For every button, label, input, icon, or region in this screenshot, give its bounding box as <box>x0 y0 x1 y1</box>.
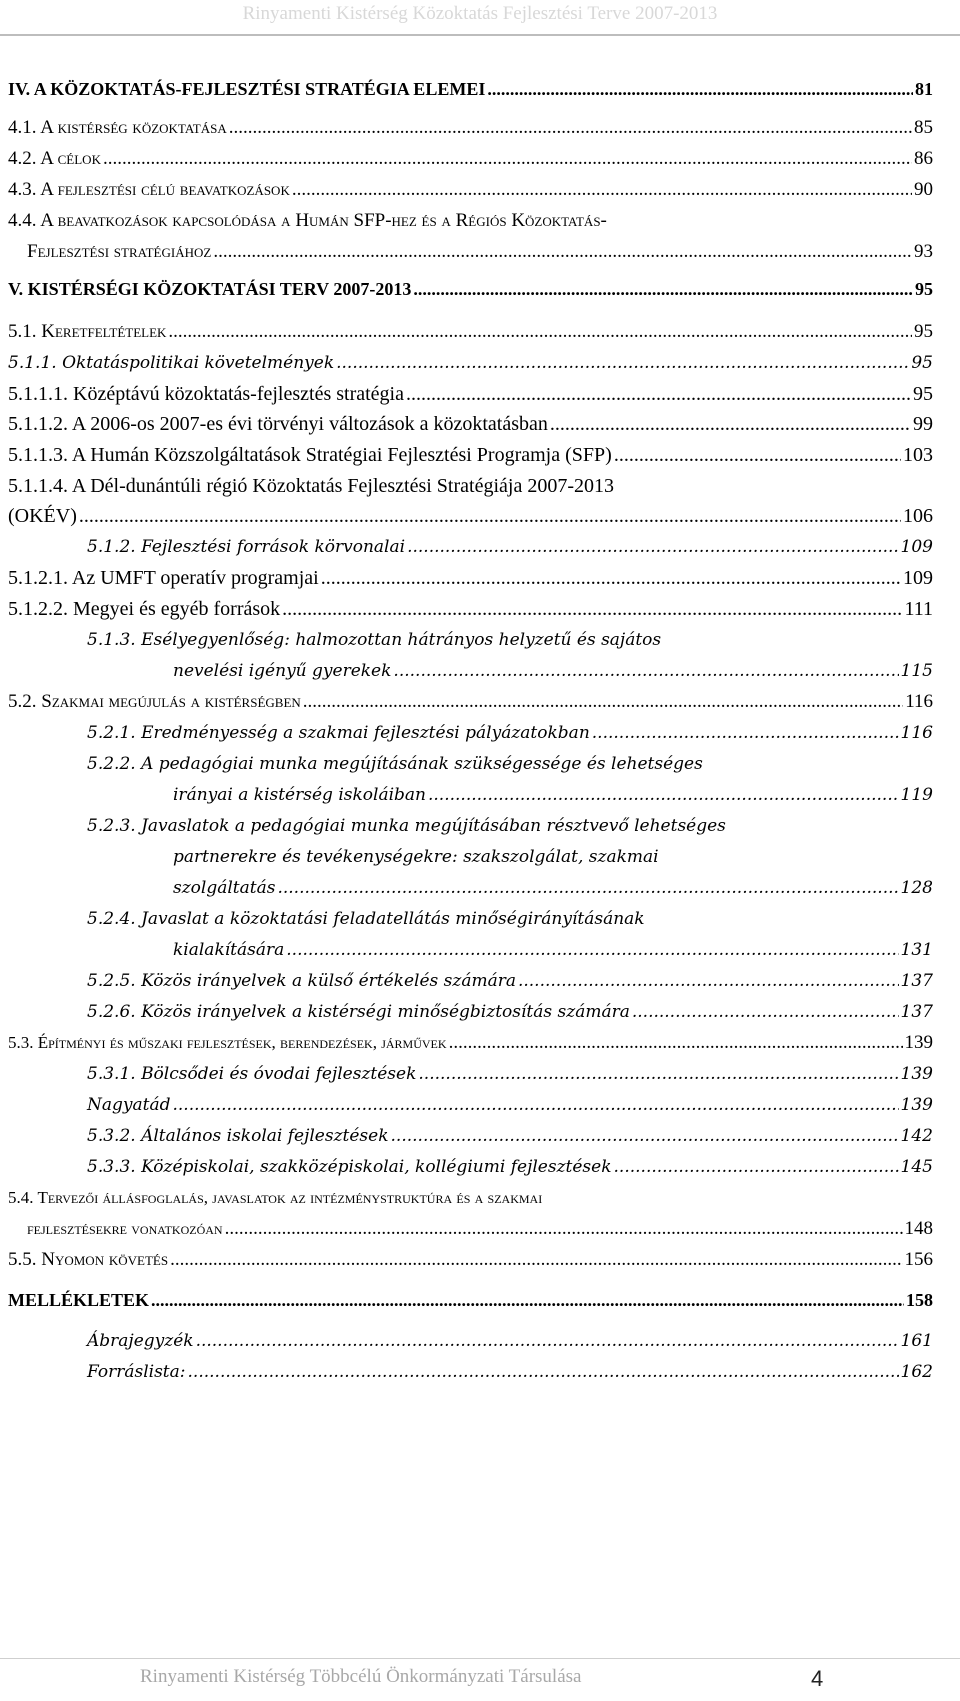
toc-entry-5-2-2[interactable]: 5.2.2. A pedagógiai munka megújításának szükségessége és lehetséges <box>87 754 703 774</box>
toc-entry-5-2-4-cont[interactable]: kialakítására ..... 131 <box>173 938 933 964</box>
toc-entry-5-2-2-cont[interactable]: irányai a kistérség iskoláiban ..... 119 <box>173 783 933 809</box>
toc-entry-5-5[interactable]: 5.5. Nyomon követés ..... 156 <box>8 1248 933 1274</box>
toc-entry-5-4[interactable]: 5.4. Tervezői állásfoglalás, javaslatok az intézménystruktúra és a szakmai <box>8 1188 543 1207</box>
toc-entry-5-2-3-cont1[interactable]: partnerekre és tevékenységekre: szakszolgálat, szakmai <box>173 847 659 867</box>
toc-entry-5-2-3[interactable]: 5.2.3. Javaslatok a pedagógiai munka megújításában résztvevő lehetséges <box>87 816 726 836</box>
toc-entry-5-4-cont[interactable]: fejlesztésekre vonatkozóan ..... 148 <box>27 1217 933 1243</box>
toc-entry-5-3-1[interactable]: 5.3.1. Bölcsődei és óvodai fejlesztések ..... 139 <box>87 1062 933 1088</box>
toc-entry-4-4[interactable]: 4.4. A beavatkozások kapcsolódása a Humán SFP-hez és a Régiós Közoktatás- <box>8 210 607 231</box>
toc-entry-5-1-1-4-cont[interactable]: (OKÉV) ..... 106 <box>8 504 933 530</box>
toc-entry-5-2-4[interactable]: 5.2.4. Javaslat a közoktatási feladatellátás minőségirányításának <box>87 909 645 929</box>
toc-entry-4-4-cont[interactable]: Fejlesztési stratégiához ..... 93 <box>27 240 933 266</box>
toc-entry-4-1[interactable]: 4.1. A kistérség közoktatása ..... 85 <box>8 116 933 142</box>
toc-entry-4-3[interactable]: 4.3. A fejlesztési célú beavatkozások ..... 90 <box>8 178 933 204</box>
toc-entry-5-2-1[interactable]: 5.2.1. Eredményesség a szakmai fejlesztési pályázatokban ..... 116 <box>87 721 933 747</box>
toc-entry-5-1-1-3[interactable]: 5.1.1.3. A Humán Közszolgáltatások Stratégiai Fejlesztési Programja (SFP) ..... 103 <box>8 443 933 469</box>
page-number: 4 <box>811 1666 824 1691</box>
toc-entry-5-1-1-2[interactable]: 5.1.1.2. A 2006-os 2007-es évi törvényi változások a közoktatásban ..... 99 <box>8 412 933 438</box>
toc-entry-4-2[interactable]: 4.2. A célok ..... 86 <box>8 147 933 173</box>
toc-entry-5-1-3[interactable]: 5.1.3. Esélyegyenlőség: halmozottan hátrányos helyzetű és sajátos <box>87 630 662 650</box>
toc-entry-forraslista[interactable]: Forráslista: ..... 162 <box>87 1360 933 1386</box>
toc-entry-5-1-3-cont[interactable]: nevelési igényű gyerekek ..... 115 <box>173 659 933 685</box>
toc-entry-5-1-2-2[interactable]: 5.1.2.2. Megyei és egyéb források ..... 111 <box>8 597 933 623</box>
toc-entry-5-1-2[interactable]: 5.1.2. Fejlesztési források körvonalai ..... 109 <box>87 535 933 561</box>
toc-entry-5-3[interactable]: 5.3. Építményi és műszaki fejlesztések, berendezések, járművek ..... 139 <box>8 1031 933 1057</box>
footer-rule <box>0 1658 960 1659</box>
page-footer <box>140 1664 940 1694</box>
toc-entry-5-2[interactable]: 5.2. Szakmai megújulás a kistérségben ..... 116 <box>8 690 933 716</box>
toc-entry-abrajegyzek[interactable]: Ábrajegyzék ..... 161 <box>87 1329 933 1355</box>
footer-text: Rinyamenti Kistérség Többcélú Önkormányzati Társulása <box>140 1666 582 1687</box>
toc-entry-5-1-1[interactable]: 5.1.1. Oktatáspolitikai követelmények ..... 95 <box>8 351 933 377</box>
header-text: Rinyamenti Kistérség Közoktatás Fejlesztési Terve 2007-2013 <box>242 3 718 24</box>
toc-entry-chapter-v[interactable]: V. KISTÉRSÉGI KÖZOKTATÁSI TERV 2007-2013 ..... 95 <box>8 278 933 302</box>
toc-entry-5-1-2-1[interactable]: 5.1.2.1. Az UMFT operatív programjai ..... 109 <box>8 566 933 592</box>
toc-entry-5-1[interactable]: 5.1. Keretfeltételek ..... 95 <box>8 320 933 346</box>
toc-entry-5-2-5[interactable]: 5.2.5. Közös irányelvek a külső értékelés számára ..... 137 <box>87 969 933 995</box>
toc-entry-chapter-iv[interactable]: IV. A KÖZOKTATÁS-FEJLESZTÉSI STRATÉGIA ELEMEI ..... 81 <box>8 78 933 102</box>
toc-entry-5-3-2[interactable]: 5.3.2. Általános iskolai fejlesztések ..... 142 <box>87 1124 933 1150</box>
toc-entry-mellekletek[interactable]: MELLÉKLETEK ..... 158 <box>8 1289 933 1313</box>
toc-entry-5-1-1-4[interactable]: 5.1.1.4. A Dél-dunántúli régió Közoktatás Fejlesztési Stratégiája 2007-2013 <box>8 475 614 497</box>
toc-entry-5-3-3[interactable]: 5.3.3. Középiskolai, szakközépiskolai, kollégiumi fejlesztések ..... 145 <box>87 1155 933 1181</box>
toc-entry-5-2-3-cont2[interactable]: szolgáltatás ..... 128 <box>173 876 933 902</box>
toc-entry-5-2-6[interactable]: 5.2.6. Közös irányelvek a kistérségi minőségbiztosítás számára ..... 137 <box>87 1000 933 1026</box>
toc-entry-5-1-1-1[interactable]: 5.1.1.1. Középtávú közoktatás-fejlesztés stratégia ..... 95 <box>8 382 933 408</box>
toc-entry-nagyatad[interactable]: Nagyatád ..... 139 <box>87 1093 933 1119</box>
